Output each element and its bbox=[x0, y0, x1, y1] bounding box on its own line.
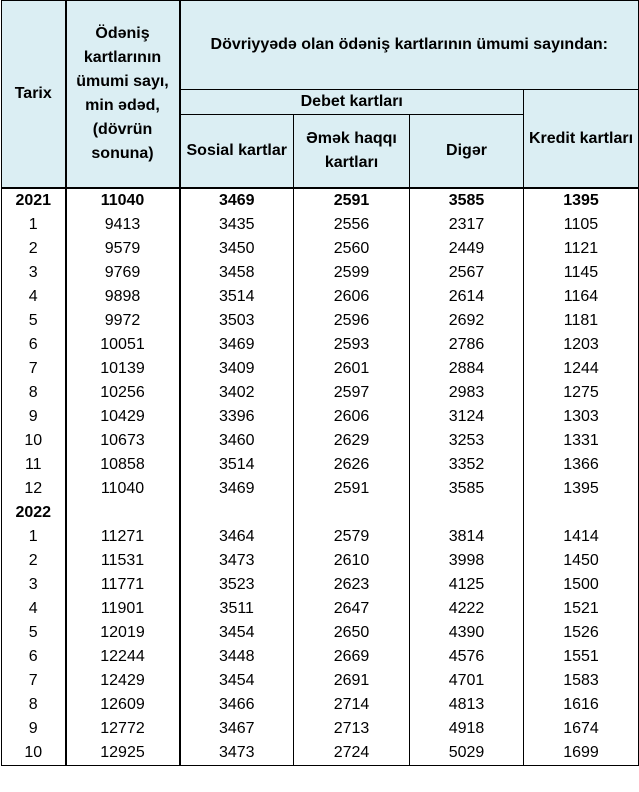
cell-emek: 2601 bbox=[294, 357, 410, 381]
cell-date: 4 bbox=[2, 597, 66, 621]
cell-sosial: 3473 bbox=[180, 741, 294, 766]
cell-sosial: 3409 bbox=[180, 357, 294, 381]
cell-date: 2 bbox=[2, 237, 66, 261]
cell-emek: 2629 bbox=[294, 429, 410, 453]
header-kredit: Kredit kartları bbox=[524, 90, 639, 189]
cell-date: 5 bbox=[2, 309, 66, 333]
header-total-cards: Ödəniş kartlarının ümumi sayı, min ədəd, (dövrün sonuna) bbox=[66, 1, 180, 189]
cell-date: 2021 bbox=[2, 188, 66, 213]
cell-diger: 4576 bbox=[410, 645, 524, 669]
cell-sosial: 3514 bbox=[180, 453, 294, 477]
header-sosial: Sosial kartlar bbox=[180, 115, 294, 189]
cell-date: 8 bbox=[2, 381, 66, 405]
cell-sosial: 3469 bbox=[180, 477, 294, 501]
cell-kredit: 1521 bbox=[524, 597, 639, 621]
table-row bbox=[2, 453, 639, 477]
cell-kredit: 1121 bbox=[524, 237, 639, 261]
cell-total: 10673 bbox=[66, 429, 180, 453]
cell-date: 10 bbox=[2, 429, 66, 453]
cell-diger: 3585 bbox=[410, 188, 524, 213]
cell-total: 9898 bbox=[66, 285, 180, 309]
cell-diger: 3814 bbox=[410, 525, 524, 549]
cell-total bbox=[66, 501, 180, 525]
cell-kredit: 1145 bbox=[524, 261, 639, 285]
cell-date: 6 bbox=[2, 645, 66, 669]
cell-emek: 2610 bbox=[294, 549, 410, 573]
cell-date: 9 bbox=[2, 405, 66, 429]
cell-emek: 2591 bbox=[294, 188, 410, 213]
cell-sosial: 3458 bbox=[180, 261, 294, 285]
cell-kredit: 1366 bbox=[524, 453, 639, 477]
cell-total: 12429 bbox=[66, 669, 180, 693]
cell-emek: 2606 bbox=[294, 405, 410, 429]
cell-diger: 4918 bbox=[410, 717, 524, 741]
cell-date: 1 bbox=[2, 213, 66, 237]
cell-kredit: 1303 bbox=[524, 405, 639, 429]
table-row bbox=[2, 213, 639, 237]
cell-kredit: 1699 bbox=[524, 741, 639, 766]
cell-emek: 2714 bbox=[294, 693, 410, 717]
cell-sosial: 3469 bbox=[180, 188, 294, 213]
table-row bbox=[2, 717, 639, 741]
cell-emek bbox=[294, 501, 410, 525]
cell-diger: 3585 bbox=[410, 477, 524, 501]
cell-total: 11901 bbox=[66, 597, 180, 621]
cell-kredit: 1450 bbox=[524, 549, 639, 573]
table-row bbox=[2, 597, 639, 621]
cell-sosial: 3514 bbox=[180, 285, 294, 309]
cell-kredit: 1203 bbox=[524, 333, 639, 357]
cell-emek: 2579 bbox=[294, 525, 410, 549]
cell-emek: 2626 bbox=[294, 453, 410, 477]
table-row bbox=[2, 477, 639, 501]
cell-kredit: 1616 bbox=[524, 693, 639, 717]
cell-diger bbox=[410, 501, 524, 525]
cell-date: 7 bbox=[2, 357, 66, 381]
cell-total: 10858 bbox=[66, 453, 180, 477]
cell-kredit bbox=[524, 501, 639, 525]
cell-sosial: 3523 bbox=[180, 573, 294, 597]
cell-emek: 2606 bbox=[294, 285, 410, 309]
cell-diger: 2449 bbox=[410, 237, 524, 261]
cell-diger: 4222 bbox=[410, 597, 524, 621]
table-body bbox=[2, 188, 639, 766]
cell-sosial: 3473 bbox=[180, 549, 294, 573]
cell-emek: 2691 bbox=[294, 669, 410, 693]
cell-date: 1 bbox=[2, 525, 66, 549]
cell-date: 7 bbox=[2, 669, 66, 693]
cell-emek: 2623 bbox=[294, 573, 410, 597]
cell-sosial: 3448 bbox=[180, 645, 294, 669]
cell-date: 2 bbox=[2, 549, 66, 573]
table-row bbox=[2, 261, 639, 285]
cell-total: 12925 bbox=[66, 741, 180, 766]
cell-total: 11040 bbox=[66, 477, 180, 501]
cell-total: 9972 bbox=[66, 309, 180, 333]
cell-total: 12244 bbox=[66, 645, 180, 669]
cell-emek: 2650 bbox=[294, 621, 410, 645]
cell-sosial: 3454 bbox=[180, 669, 294, 693]
cell-diger: 3352 bbox=[410, 453, 524, 477]
cell-kredit: 1500 bbox=[524, 573, 639, 597]
cell-diger: 4701 bbox=[410, 669, 524, 693]
cell-kredit: 1331 bbox=[524, 429, 639, 453]
cell-emek: 2713 bbox=[294, 717, 410, 741]
cell-sosial: 3503 bbox=[180, 309, 294, 333]
cell-total: 9769 bbox=[66, 261, 180, 285]
table-header bbox=[2, 1, 639, 189]
cell-emek: 2596 bbox=[294, 309, 410, 333]
payment-cards-table bbox=[1, 0, 639, 766]
cell-total: 9579 bbox=[66, 237, 180, 261]
table-row bbox=[2, 501, 639, 525]
cell-kredit: 1181 bbox=[524, 309, 639, 333]
cell-date: 5 bbox=[2, 621, 66, 645]
table-row bbox=[2, 381, 639, 405]
header-debet: Debet kartları bbox=[180, 90, 524, 115]
cell-kredit: 1526 bbox=[524, 621, 639, 645]
cell-total: 9413 bbox=[66, 213, 180, 237]
header-diger: Digər bbox=[410, 115, 524, 189]
cell-kredit: 1275 bbox=[524, 381, 639, 405]
cell-diger: 2692 bbox=[410, 309, 524, 333]
cell-diger: 4125 bbox=[410, 573, 524, 597]
cell-date: 9 bbox=[2, 717, 66, 741]
table-row bbox=[2, 237, 639, 261]
cell-total: 10256 bbox=[66, 381, 180, 405]
cell-date: 11 bbox=[2, 453, 66, 477]
cell-kredit: 1414 bbox=[524, 525, 639, 549]
cell-date: 10 bbox=[2, 741, 66, 766]
cell-emek: 2724 bbox=[294, 741, 410, 766]
cell-diger: 2614 bbox=[410, 285, 524, 309]
table-row bbox=[2, 549, 639, 573]
header-circulation: Dövriyyədə olan ödəniş kartlarının ümumi sayından: bbox=[180, 1, 639, 90]
cell-total: 11531 bbox=[66, 549, 180, 573]
cell-sosial: 3396 bbox=[180, 405, 294, 429]
cell-diger: 3253 bbox=[410, 429, 524, 453]
cell-kredit: 1164 bbox=[524, 285, 639, 309]
table-row bbox=[2, 693, 639, 717]
table-row bbox=[2, 357, 639, 381]
cell-total: 11271 bbox=[66, 525, 180, 549]
cell-sosial: 3466 bbox=[180, 693, 294, 717]
cell-kredit: 1583 bbox=[524, 669, 639, 693]
cell-emek: 2669 bbox=[294, 645, 410, 669]
cell-date: 6 bbox=[2, 333, 66, 357]
cell-emek: 2591 bbox=[294, 477, 410, 501]
cell-kredit: 1395 bbox=[524, 188, 639, 213]
cell-date: 8 bbox=[2, 693, 66, 717]
table-row bbox=[2, 405, 639, 429]
cell-diger: 4813 bbox=[410, 693, 524, 717]
cell-diger: 2317 bbox=[410, 213, 524, 237]
cell-diger: 5029 bbox=[410, 741, 524, 766]
cell-emek: 2593 bbox=[294, 333, 410, 357]
table-row bbox=[2, 429, 639, 453]
cell-sosial: 3467 bbox=[180, 717, 294, 741]
cell-total: 10139 bbox=[66, 357, 180, 381]
table-row bbox=[2, 188, 639, 213]
cell-date: 4 bbox=[2, 285, 66, 309]
table-row bbox=[2, 333, 639, 357]
table-row bbox=[2, 525, 639, 549]
cell-kredit: 1395 bbox=[524, 477, 639, 501]
cell-date: 12 bbox=[2, 477, 66, 501]
cell-diger: 2884 bbox=[410, 357, 524, 381]
cell-diger: 4390 bbox=[410, 621, 524, 645]
cell-emek: 2597 bbox=[294, 381, 410, 405]
table-row bbox=[2, 309, 639, 333]
cell-emek: 2556 bbox=[294, 213, 410, 237]
table-row bbox=[2, 621, 639, 645]
cell-emek: 2599 bbox=[294, 261, 410, 285]
cell-date: 3 bbox=[2, 573, 66, 597]
cell-sosial: 3450 bbox=[180, 237, 294, 261]
cell-diger: 2786 bbox=[410, 333, 524, 357]
header-tarix: Tarix bbox=[2, 1, 66, 189]
cell-kredit: 1674 bbox=[524, 717, 639, 741]
cell-diger: 3998 bbox=[410, 549, 524, 573]
cell-total: 12772 bbox=[66, 717, 180, 741]
cell-sosial: 3435 bbox=[180, 213, 294, 237]
cell-total: 11771 bbox=[66, 573, 180, 597]
cell-diger: 3124 bbox=[410, 405, 524, 429]
cell-sosial bbox=[180, 501, 294, 525]
table-row bbox=[2, 285, 639, 309]
cell-sosial: 3454 bbox=[180, 621, 294, 645]
cell-diger: 2567 bbox=[410, 261, 524, 285]
cell-emek: 2560 bbox=[294, 237, 410, 261]
cell-total: 12609 bbox=[66, 693, 180, 717]
cell-kredit: 1105 bbox=[524, 213, 639, 237]
cell-diger: 2983 bbox=[410, 381, 524, 405]
cell-date: 3 bbox=[2, 261, 66, 285]
cell-sosial: 3511 bbox=[180, 597, 294, 621]
cell-total: 10051 bbox=[66, 333, 180, 357]
table-row bbox=[2, 741, 639, 766]
header-emek: Əmək haqqı kartları bbox=[294, 115, 410, 189]
table-row bbox=[2, 669, 639, 693]
cell-kredit: 1551 bbox=[524, 645, 639, 669]
table-row bbox=[2, 573, 639, 597]
table-row bbox=[2, 645, 639, 669]
cell-sosial: 3460 bbox=[180, 429, 294, 453]
cell-sosial: 3464 bbox=[180, 525, 294, 549]
cell-date: 2022 bbox=[2, 501, 66, 525]
cell-total: 12019 bbox=[66, 621, 180, 645]
cell-emek: 2647 bbox=[294, 597, 410, 621]
cell-total: 11040 bbox=[66, 188, 180, 213]
cell-total: 10429 bbox=[66, 405, 180, 429]
cell-sosial: 3469 bbox=[180, 333, 294, 357]
cell-kredit: 1244 bbox=[524, 357, 639, 381]
cell-sosial: 3402 bbox=[180, 381, 294, 405]
